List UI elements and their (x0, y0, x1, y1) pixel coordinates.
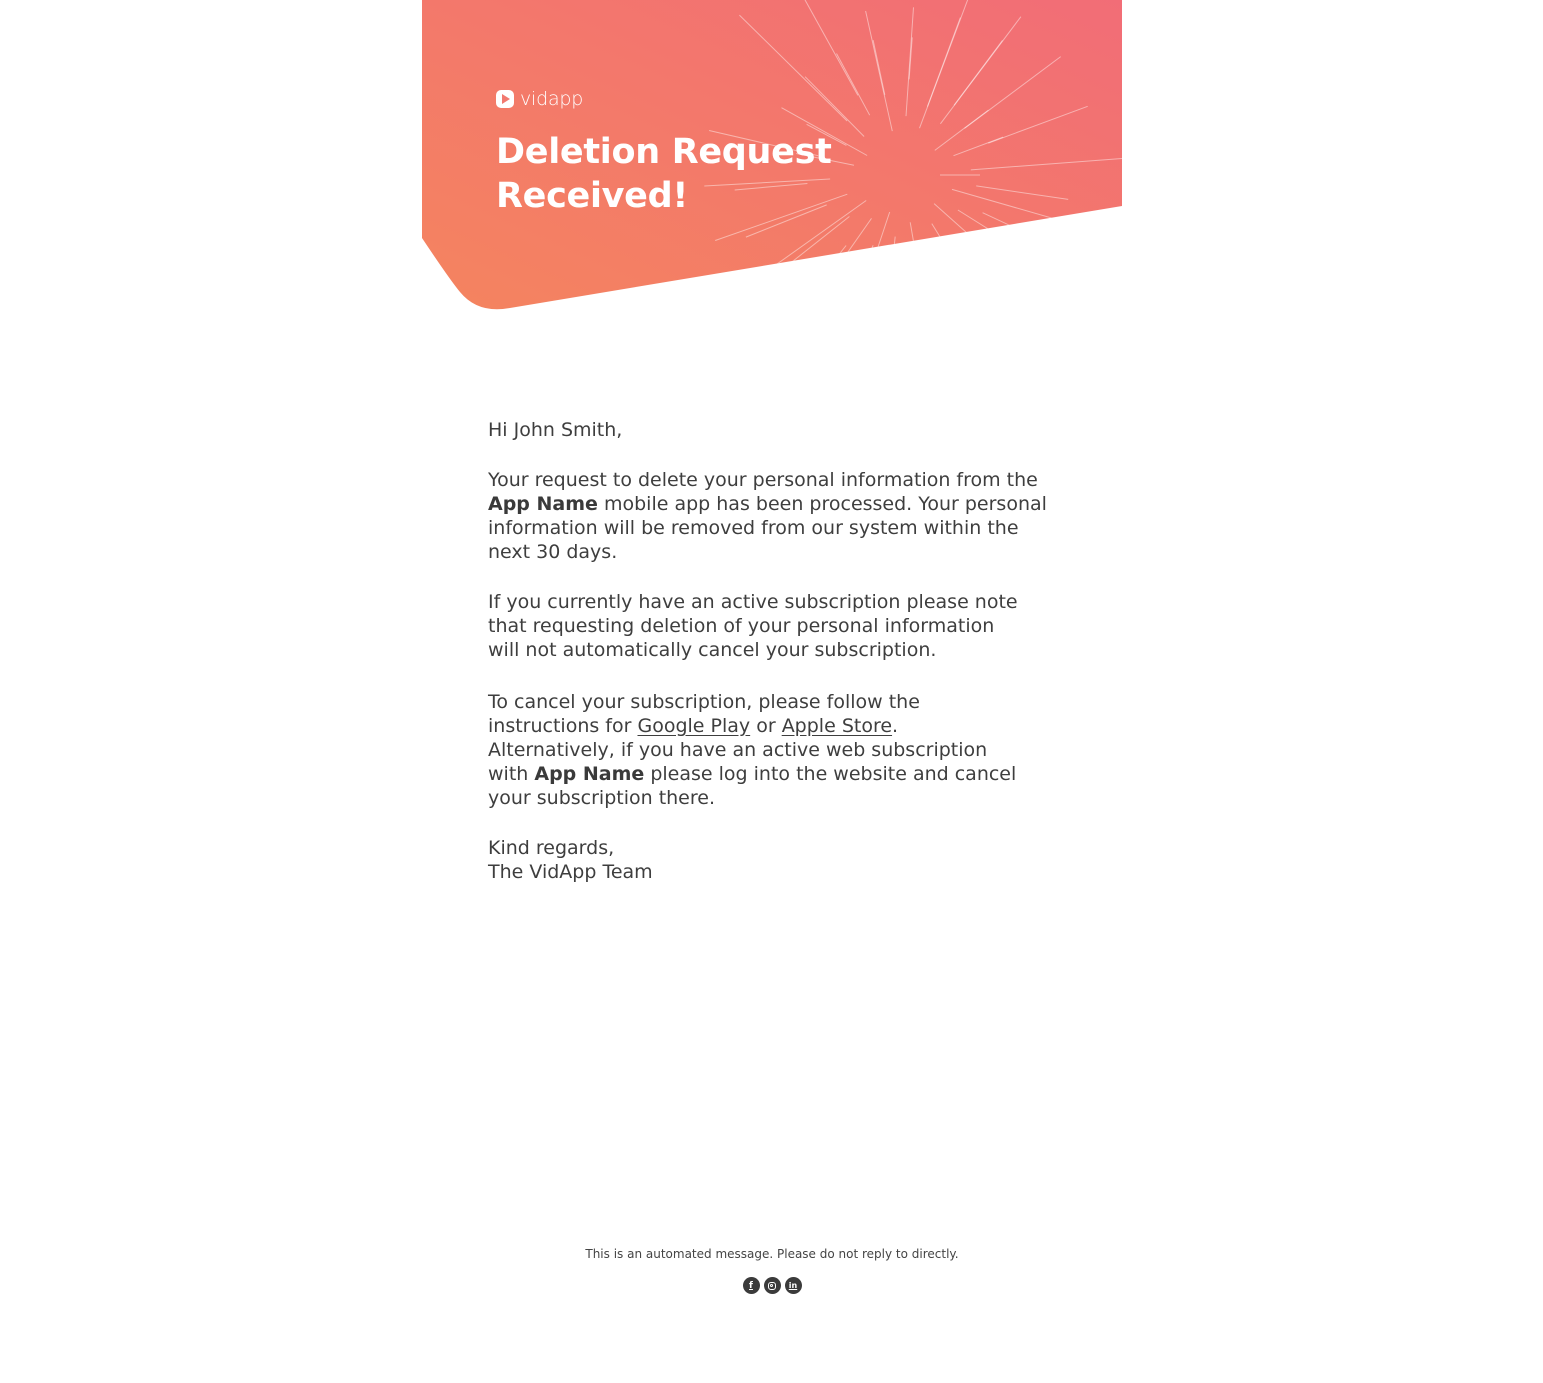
para3-or: or (756, 715, 776, 737)
linkedin-icon[interactable] (785, 1277, 802, 1294)
play-icon (496, 90, 514, 108)
google-play-link[interactable]: Google Play (637, 715, 751, 737)
hero-title-line2: Received! (496, 176, 689, 216)
paragraph-subscription-note: If you currently have an active subscription please note that requesting deletion of your personal information will not automatically cancel your subscription. (488, 591, 1018, 661)
app-name: App Name (488, 493, 598, 515)
social-links (422, 1277, 1122, 1294)
linkedin-glyph: in (788, 1281, 798, 1290)
vidapp-logo (496, 88, 583, 110)
greeting: Hi John Smith, (488, 419, 623, 441)
burst-line (920, 244, 960, 312)
burst-line (850, 245, 874, 302)
burst-line (943, 260, 988, 312)
para3-text-post: please log into the website and cancel your subscription there. (488, 763, 1017, 809)
logo-text: vidapp (520, 88, 584, 110)
para1-text-post: mobile app has been processed. Your personal information will be removed from our system within the next 30 days. (488, 493, 1047, 563)
burst-line (955, 235, 1034, 313)
footer-notice: This is an automated message. Please do not reply to directly. (585, 1247, 959, 1261)
email-container (422, 0, 1122, 1383)
para1-text: Your request to delete your personal information from the (488, 469, 1038, 491)
instagram-icon[interactable] (764, 1277, 781, 1294)
message-body (488, 418, 1048, 884)
signoff: Kind regards, (488, 837, 615, 859)
facebook-glyph: f (749, 1280, 753, 1291)
facebook-icon[interactable] (743, 1277, 760, 1294)
instagram-glyph (768, 1282, 776, 1290)
burst-line (887, 237, 895, 312)
hero-banner (422, 0, 1122, 312)
para3-text-mid: . Alternatively, if you have an active web subscription with (488, 715, 988, 785)
paragraph-deletion (488, 468, 1048, 564)
burst-line (895, 260, 899, 312)
hero-title-line1: Deletion Request (496, 132, 832, 172)
para3-text: To cancel your subscription, please follow the instructions for (488, 691, 920, 737)
app-name: App Name (534, 763, 645, 785)
hero-title (496, 130, 876, 218)
signature: The VidApp Team (488, 861, 653, 883)
paragraph-cancel-instructions (488, 690, 1018, 810)
apple-store-link[interactable]: Apple Store (781, 715, 893, 737)
